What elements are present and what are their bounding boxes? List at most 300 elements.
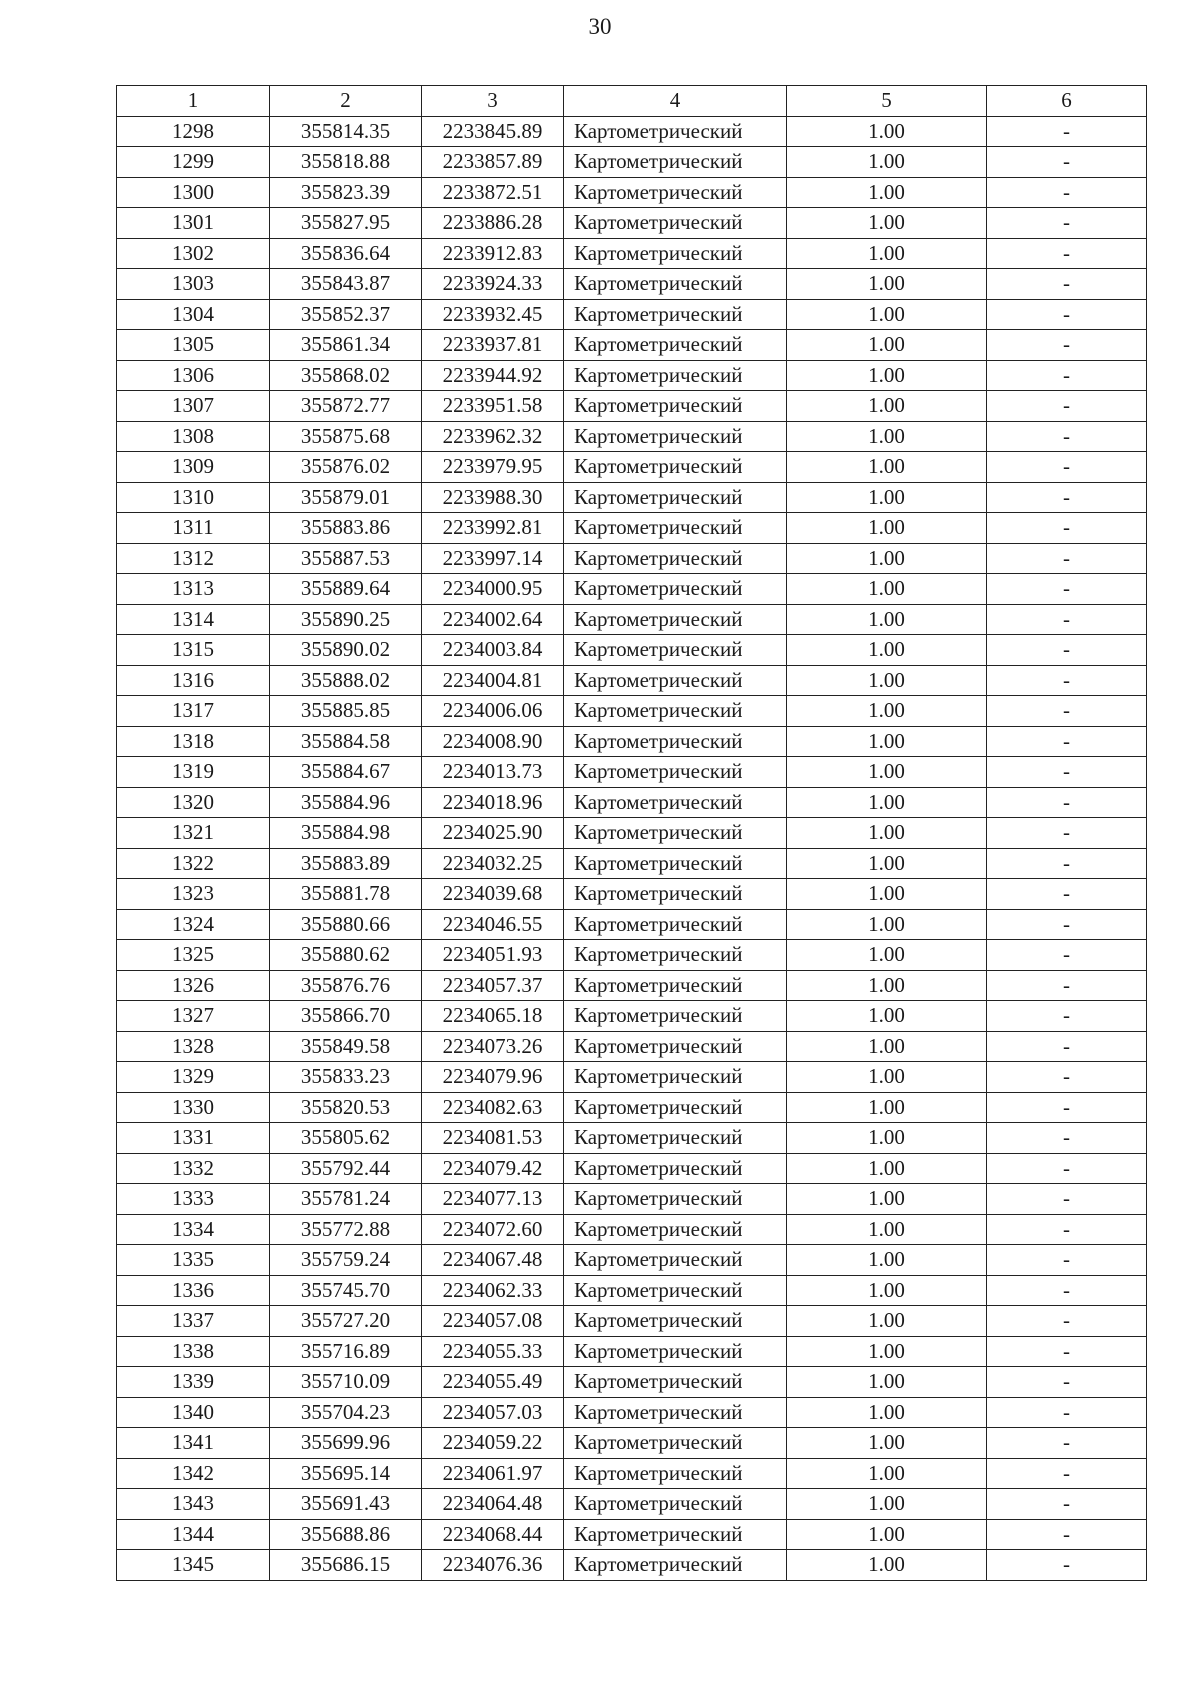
cell-point-number: 1329 (117, 1062, 270, 1093)
cell-point-number: 1331 (117, 1123, 270, 1154)
cell-note: - (987, 757, 1147, 788)
cell-y-coordinate: 2234059.22 (422, 1428, 564, 1459)
cell-note: - (987, 1397, 1147, 1428)
cell-point-number: 1332 (117, 1153, 270, 1184)
cell-x-coordinate: 355885.85 (270, 696, 422, 727)
table-row (117, 1367, 1147, 1398)
cell-y-coordinate: 2233886.28 (422, 208, 564, 239)
cell-y-coordinate: 2234004.81 (422, 665, 564, 696)
page-number: 30 (588, 14, 612, 39)
column-header: 6 (987, 86, 1147, 117)
cell-method: Картометрический (564, 1489, 787, 1520)
cell-point-number: 1304 (117, 299, 270, 330)
cell-x-coordinate: 355875.68 (270, 421, 422, 452)
table-row (117, 1031, 1147, 1062)
table-row (117, 330, 1147, 361)
cell-note: - (987, 1336, 1147, 1367)
table-row (117, 1184, 1147, 1215)
cell-y-coordinate: 2234046.55 (422, 909, 564, 940)
cell-accuracy: 1.00 (787, 726, 987, 757)
cell-x-coordinate: 355876.76 (270, 970, 422, 1001)
cell-point-number: 1327 (117, 1001, 270, 1032)
cell-y-coordinate: 2234006.06 (422, 696, 564, 727)
cell-point-number: 1324 (117, 909, 270, 940)
cell-method: Картометрический (564, 208, 787, 239)
cell-accuracy: 1.00 (787, 421, 987, 452)
cell-y-coordinate: 2234003.84 (422, 635, 564, 666)
cell-method: Картометрический (564, 757, 787, 788)
cell-accuracy: 1.00 (787, 299, 987, 330)
cell-accuracy: 1.00 (787, 1306, 987, 1337)
cell-accuracy: 1.00 (787, 1397, 987, 1428)
cell-point-number: 1336 (117, 1275, 270, 1306)
cell-accuracy: 1.00 (787, 513, 987, 544)
cell-accuracy: 1.00 (787, 1519, 987, 1550)
cell-note: - (987, 1550, 1147, 1581)
cell-accuracy: 1.00 (787, 1153, 987, 1184)
cell-x-coordinate: 355699.96 (270, 1428, 422, 1459)
cell-method: Картометрический (564, 513, 787, 544)
cell-y-coordinate: 2233997.14 (422, 543, 564, 574)
cell-method: Картометрический (564, 421, 787, 452)
cell-method: Картометрический (564, 116, 787, 147)
cell-accuracy: 1.00 (787, 238, 987, 269)
cell-x-coordinate: 355710.09 (270, 1367, 422, 1398)
cell-accuracy: 1.00 (787, 116, 987, 147)
table-row (117, 726, 1147, 757)
cell-x-coordinate: 355843.87 (270, 269, 422, 300)
cell-accuracy: 1.00 (787, 1458, 987, 1489)
cell-x-coordinate: 355836.64 (270, 238, 422, 269)
cell-y-coordinate: 2234061.97 (422, 1458, 564, 1489)
cell-note: - (987, 848, 1147, 879)
table-row (117, 1519, 1147, 1550)
cell-point-number: 1313 (117, 574, 270, 605)
cell-accuracy: 1.00 (787, 482, 987, 513)
cell-x-coordinate: 355888.02 (270, 665, 422, 696)
cell-note: - (987, 1489, 1147, 1520)
cell-point-number: 1323 (117, 879, 270, 910)
cell-method: Картометрический (564, 574, 787, 605)
cell-point-number: 1334 (117, 1214, 270, 1245)
table-row (117, 848, 1147, 879)
cell-y-coordinate: 2234067.48 (422, 1245, 564, 1276)
cell-method: Картометрический (564, 1184, 787, 1215)
cell-y-coordinate: 2234079.96 (422, 1062, 564, 1093)
table-row (117, 1306, 1147, 1337)
table-row (117, 208, 1147, 239)
cell-point-number: 1342 (117, 1458, 270, 1489)
cell-x-coordinate: 355884.98 (270, 818, 422, 849)
cell-x-coordinate: 355759.24 (270, 1245, 422, 1276)
cell-y-coordinate: 2234018.96 (422, 787, 564, 818)
cell-point-number: 1320 (117, 787, 270, 818)
cell-method: Картометрический (564, 665, 787, 696)
cell-point-number: 1322 (117, 848, 270, 879)
cell-method: Картометрический (564, 269, 787, 300)
cell-method: Картометрический (564, 818, 787, 849)
cell-point-number: 1305 (117, 330, 270, 361)
cell-point-number: 1326 (117, 970, 270, 1001)
cell-point-number: 1299 (117, 147, 270, 178)
cell-note: - (987, 421, 1147, 452)
cell-accuracy: 1.00 (787, 1092, 987, 1123)
table-row (117, 1550, 1147, 1581)
cell-note: - (987, 574, 1147, 605)
column-header: 4 (564, 86, 787, 117)
cell-note: - (987, 940, 1147, 971)
cell-x-coordinate: 355820.53 (270, 1092, 422, 1123)
cell-method: Картометрический (564, 238, 787, 269)
cell-y-coordinate: 2234072.60 (422, 1214, 564, 1245)
cell-note: - (987, 665, 1147, 696)
cell-point-number: 1319 (117, 757, 270, 788)
cell-note: - (987, 1001, 1147, 1032)
cell-method: Картометрический (564, 1519, 787, 1550)
cell-method: Картометрический (564, 177, 787, 208)
cell-note: - (987, 1214, 1147, 1245)
cell-point-number: 1340 (117, 1397, 270, 1428)
cell-method: Картометрический (564, 1245, 787, 1276)
cell-y-coordinate: 2233912.83 (422, 238, 564, 269)
cell-method: Картометрический (564, 1306, 787, 1337)
column-header: 1 (117, 86, 270, 117)
table-row (117, 787, 1147, 818)
cell-accuracy: 1.00 (787, 696, 987, 727)
cell-note: - (987, 482, 1147, 513)
cell-point-number: 1330 (117, 1092, 270, 1123)
table-row (117, 574, 1147, 605)
cell-y-coordinate: 2234000.95 (422, 574, 564, 605)
cell-point-number: 1311 (117, 513, 270, 544)
cell-method: Картометрический (564, 1031, 787, 1062)
cell-method: Картометрический (564, 1367, 787, 1398)
cell-accuracy: 1.00 (787, 1123, 987, 1154)
cell-point-number: 1318 (117, 726, 270, 757)
cell-point-number: 1314 (117, 604, 270, 635)
table-row (117, 1275, 1147, 1306)
cell-note: - (987, 726, 1147, 757)
coordinates-table (116, 85, 1147, 1581)
cell-x-coordinate: 355883.86 (270, 513, 422, 544)
cell-y-coordinate: 2233944.92 (422, 360, 564, 391)
cell-note: - (987, 1306, 1147, 1337)
table-row (117, 1245, 1147, 1276)
cell-x-coordinate: 355716.89 (270, 1336, 422, 1367)
cell-note: - (987, 360, 1147, 391)
table-row (117, 269, 1147, 300)
cell-note: - (987, 604, 1147, 635)
cell-y-coordinate: 2234057.03 (422, 1397, 564, 1428)
cell-point-number: 1333 (117, 1184, 270, 1215)
cell-note: - (987, 1519, 1147, 1550)
cell-note: - (987, 330, 1147, 361)
cell-y-coordinate: 2234057.08 (422, 1306, 564, 1337)
cell-note: - (987, 1092, 1147, 1123)
cell-method: Картометрический (564, 1001, 787, 1032)
cell-method: Картометрический (564, 360, 787, 391)
cell-accuracy: 1.00 (787, 147, 987, 178)
cell-note: - (987, 970, 1147, 1001)
cell-note: - (987, 452, 1147, 483)
cell-x-coordinate: 355686.15 (270, 1550, 422, 1581)
cell-point-number: 1328 (117, 1031, 270, 1062)
table-row (117, 1458, 1147, 1489)
cell-point-number: 1335 (117, 1245, 270, 1276)
cell-method: Картометрический (564, 452, 787, 483)
cell-note: - (987, 1123, 1147, 1154)
cell-x-coordinate: 355823.39 (270, 177, 422, 208)
table-row (117, 482, 1147, 513)
cell-method: Картометрический (564, 970, 787, 1001)
cell-point-number: 1309 (117, 452, 270, 483)
cell-x-coordinate: 355868.02 (270, 360, 422, 391)
column-header: 3 (422, 86, 564, 117)
cell-x-coordinate: 355745.70 (270, 1275, 422, 1306)
cell-y-coordinate: 2233845.89 (422, 116, 564, 147)
cell-y-coordinate: 2234068.44 (422, 1519, 564, 1550)
table-row (117, 1092, 1147, 1123)
cell-method: Картометрический (564, 940, 787, 971)
table-row (117, 299, 1147, 330)
cell-note: - (987, 299, 1147, 330)
table-row (117, 360, 1147, 391)
cell-x-coordinate: 355887.53 (270, 543, 422, 574)
cell-note: - (987, 1428, 1147, 1459)
cell-accuracy: 1.00 (787, 665, 987, 696)
cell-x-coordinate: 355849.58 (270, 1031, 422, 1062)
cell-x-coordinate: 355695.14 (270, 1458, 422, 1489)
cell-x-coordinate: 355879.01 (270, 482, 422, 513)
cell-method: Картометрический (564, 1397, 787, 1428)
cell-note: - (987, 909, 1147, 940)
cell-method: Картометрический (564, 147, 787, 178)
cell-method: Картометрический (564, 1336, 787, 1367)
cell-point-number: 1306 (117, 360, 270, 391)
cell-accuracy: 1.00 (787, 940, 987, 971)
cell-note: - (987, 787, 1147, 818)
cell-x-coordinate: 355889.64 (270, 574, 422, 605)
cell-accuracy: 1.00 (787, 1550, 987, 1581)
cell-accuracy: 1.00 (787, 1245, 987, 1276)
cell-accuracy: 1.00 (787, 391, 987, 422)
cell-accuracy: 1.00 (787, 848, 987, 879)
table-row (117, 1001, 1147, 1032)
column-header: 5 (787, 86, 987, 117)
cell-y-coordinate: 2233932.45 (422, 299, 564, 330)
cell-method: Картометрический (564, 1214, 787, 1245)
cell-method: Картометрический (564, 909, 787, 940)
cell-note: - (987, 1458, 1147, 1489)
cell-accuracy: 1.00 (787, 787, 987, 818)
cell-x-coordinate: 355805.62 (270, 1123, 422, 1154)
cell-x-coordinate: 355883.89 (270, 848, 422, 879)
cell-point-number: 1312 (117, 543, 270, 574)
cell-accuracy: 1.00 (787, 635, 987, 666)
cell-y-coordinate: 2233992.81 (422, 513, 564, 544)
table-row (117, 513, 1147, 544)
table-row (117, 1214, 1147, 1245)
cell-x-coordinate: 355818.88 (270, 147, 422, 178)
cell-point-number: 1345 (117, 1550, 270, 1581)
cell-x-coordinate: 355881.78 (270, 879, 422, 910)
cell-note: - (987, 1367, 1147, 1398)
cell-x-coordinate: 355781.24 (270, 1184, 422, 1215)
cell-x-coordinate: 355814.35 (270, 116, 422, 147)
cell-accuracy: 1.00 (787, 909, 987, 940)
cell-x-coordinate: 355884.58 (270, 726, 422, 757)
cell-point-number: 1302 (117, 238, 270, 269)
cell-y-coordinate: 2233962.32 (422, 421, 564, 452)
cell-point-number: 1341 (117, 1428, 270, 1459)
cell-point-number: 1308 (117, 421, 270, 452)
cell-method: Картометрический (564, 1458, 787, 1489)
cell-point-number: 1316 (117, 665, 270, 696)
cell-point-number: 1310 (117, 482, 270, 513)
cell-y-coordinate: 2233857.89 (422, 147, 564, 178)
cell-y-coordinate: 2234055.33 (422, 1336, 564, 1367)
cell-y-coordinate: 2234062.33 (422, 1275, 564, 1306)
cell-x-coordinate: 355792.44 (270, 1153, 422, 1184)
cell-point-number: 1337 (117, 1306, 270, 1337)
cell-method: Картометрический (564, 1550, 787, 1581)
table-row (117, 665, 1147, 696)
cell-y-coordinate: 2234051.93 (422, 940, 564, 971)
cell-accuracy: 1.00 (787, 543, 987, 574)
cell-method: Картометрический (564, 604, 787, 635)
cell-point-number: 1317 (117, 696, 270, 727)
cell-method: Картометрический (564, 391, 787, 422)
table-row (117, 970, 1147, 1001)
cell-y-coordinate: 2234039.68 (422, 879, 564, 910)
cell-method: Картометрический (564, 848, 787, 879)
cell-accuracy: 1.00 (787, 1031, 987, 1062)
cell-point-number: 1300 (117, 177, 270, 208)
cell-y-coordinate: 2233937.81 (422, 330, 564, 361)
cell-note: - (987, 696, 1147, 727)
table-row (117, 543, 1147, 574)
cell-accuracy: 1.00 (787, 208, 987, 239)
cell-accuracy: 1.00 (787, 452, 987, 483)
table-row (117, 238, 1147, 269)
cell-y-coordinate: 2233951.58 (422, 391, 564, 422)
cell-method: Картометрический (564, 787, 787, 818)
table-row (117, 696, 1147, 727)
table-row (117, 1489, 1147, 1520)
cell-note: - (987, 1275, 1147, 1306)
cell-method: Картометрический (564, 1123, 787, 1154)
table-row (117, 1397, 1147, 1428)
table-row (117, 604, 1147, 635)
table-row (117, 909, 1147, 940)
cell-note: - (987, 1245, 1147, 1276)
cell-note: - (987, 177, 1147, 208)
cell-y-coordinate: 2234082.63 (422, 1092, 564, 1123)
table-row (117, 421, 1147, 452)
cell-y-coordinate: 2233979.95 (422, 452, 564, 483)
cell-accuracy: 1.00 (787, 757, 987, 788)
cell-x-coordinate: 355772.88 (270, 1214, 422, 1245)
cell-accuracy: 1.00 (787, 1062, 987, 1093)
cell-x-coordinate: 355866.70 (270, 1001, 422, 1032)
cell-x-coordinate: 355872.77 (270, 391, 422, 422)
cell-x-coordinate: 355833.23 (270, 1062, 422, 1093)
cell-accuracy: 1.00 (787, 970, 987, 1001)
cell-y-coordinate: 2234064.48 (422, 1489, 564, 1520)
cell-y-coordinate: 2234081.53 (422, 1123, 564, 1154)
cell-y-coordinate: 2234076.36 (422, 1550, 564, 1581)
cell-note: - (987, 879, 1147, 910)
cell-method: Картометрический (564, 1275, 787, 1306)
cell-note: - (987, 1062, 1147, 1093)
cell-note: - (987, 543, 1147, 574)
cell-accuracy: 1.00 (787, 1184, 987, 1215)
cell-method: Картометрический (564, 696, 787, 727)
table-row (117, 879, 1147, 910)
cell-x-coordinate: 355884.96 (270, 787, 422, 818)
cell-point-number: 1344 (117, 1519, 270, 1550)
column-header: 2 (270, 86, 422, 117)
cell-method: Картометрический (564, 330, 787, 361)
cell-point-number: 1325 (117, 940, 270, 971)
table-row (117, 116, 1147, 147)
cell-method: Картометрический (564, 879, 787, 910)
cell-y-coordinate: 2234079.42 (422, 1153, 564, 1184)
cell-y-coordinate: 2233988.30 (422, 482, 564, 513)
header-row (117, 86, 1147, 117)
table-row (117, 757, 1147, 788)
table-row (117, 635, 1147, 666)
cell-method: Картометрический (564, 1092, 787, 1123)
cell-method: Картометрический (564, 726, 787, 757)
table-row (117, 1428, 1147, 1459)
cell-x-coordinate: 355880.62 (270, 940, 422, 971)
table-row (117, 391, 1147, 422)
table-row (117, 1336, 1147, 1367)
cell-y-coordinate: 2234025.90 (422, 818, 564, 849)
cell-accuracy: 1.00 (787, 1275, 987, 1306)
cell-accuracy: 1.00 (787, 574, 987, 605)
cell-accuracy: 1.00 (787, 269, 987, 300)
table-row (117, 1062, 1147, 1093)
cell-accuracy: 1.00 (787, 1214, 987, 1245)
cell-x-coordinate: 355861.34 (270, 330, 422, 361)
cell-x-coordinate: 355890.02 (270, 635, 422, 666)
cell-accuracy: 1.00 (787, 604, 987, 635)
table-row (117, 1123, 1147, 1154)
table-header (117, 86, 1147, 117)
cell-point-number: 1315 (117, 635, 270, 666)
table-body (117, 116, 1147, 1580)
table-row (117, 818, 1147, 849)
cell-y-coordinate: 2233924.33 (422, 269, 564, 300)
cell-x-coordinate: 355827.95 (270, 208, 422, 239)
cell-method: Картометрический (564, 635, 787, 666)
cell-note: - (987, 1031, 1147, 1062)
cell-method: Картометрический (564, 482, 787, 513)
cell-method: Картометрический (564, 1153, 787, 1184)
cell-y-coordinate: 2233872.51 (422, 177, 564, 208)
cell-note: - (987, 238, 1147, 269)
cell-note: - (987, 147, 1147, 178)
cell-note: - (987, 513, 1147, 544)
cell-note: - (987, 269, 1147, 300)
cell-method: Картометрический (564, 299, 787, 330)
table-row (117, 940, 1147, 971)
cell-note: - (987, 208, 1147, 239)
cell-y-coordinate: 2234002.64 (422, 604, 564, 635)
cell-point-number: 1321 (117, 818, 270, 849)
